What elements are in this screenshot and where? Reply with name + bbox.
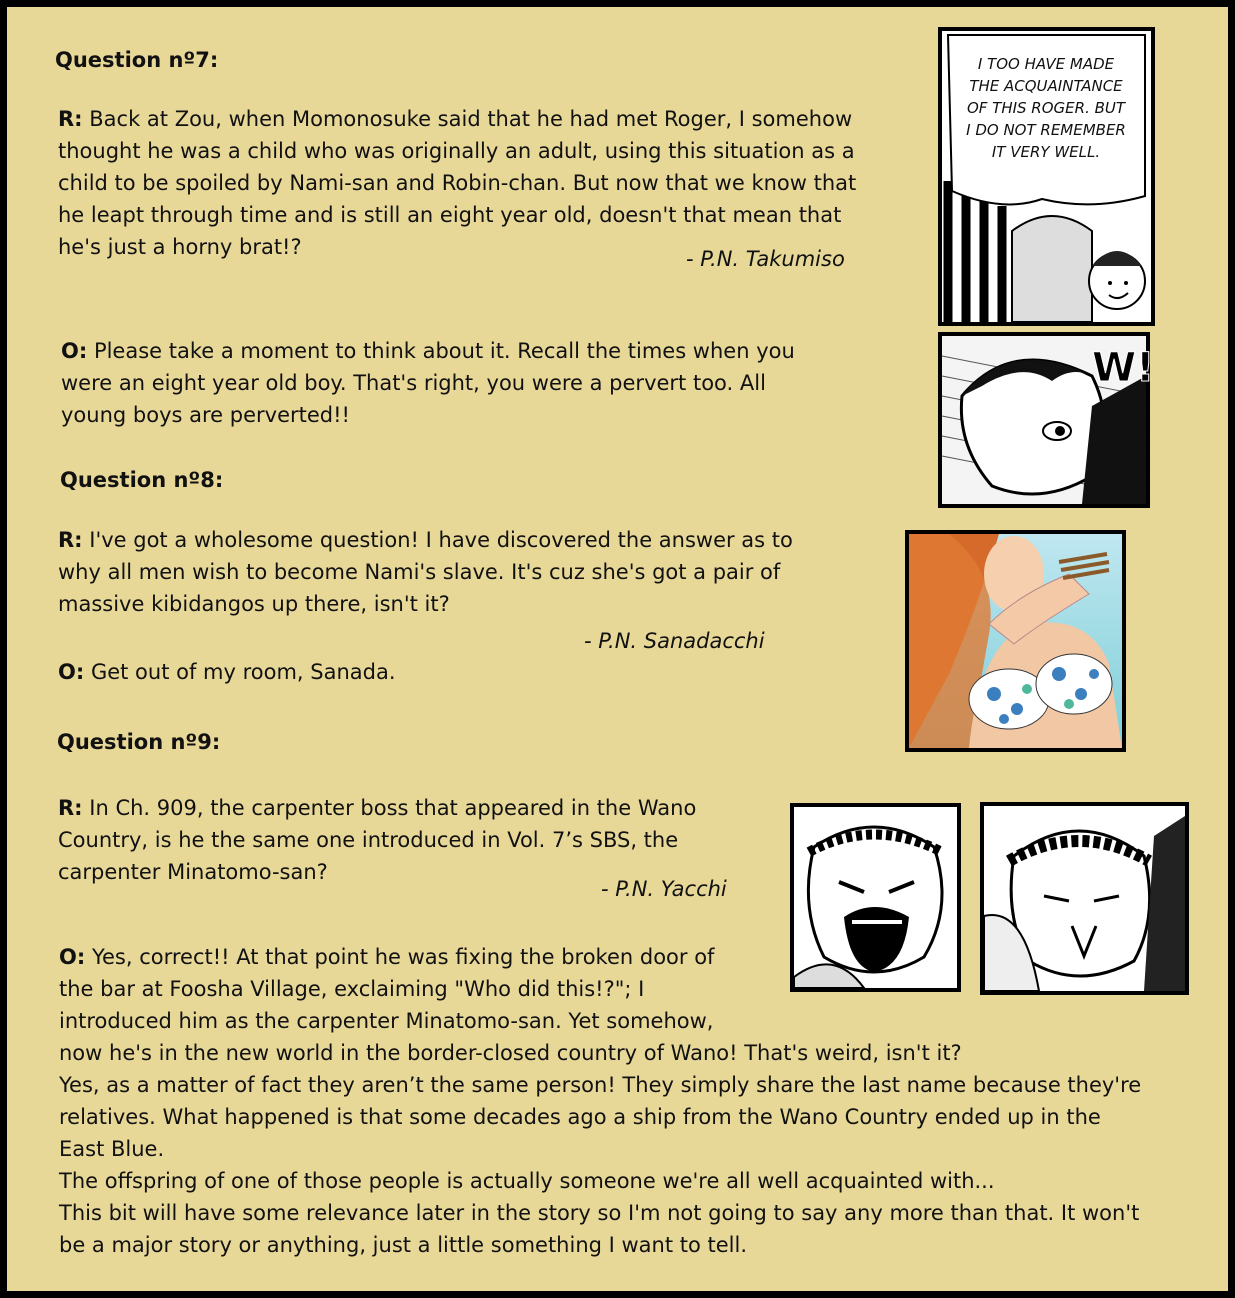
text-line: Country, is he the same one introduced in Vol. 7’s SBS, the	[58, 828, 679, 852]
text-line: young boys are perverted!!	[61, 403, 350, 427]
text-line: R: I've got a wholesome question! I have discovered the answer as to	[58, 528, 793, 552]
text-line: East Blue.	[59, 1137, 165, 1161]
text-line: O: Please take a moment to think about it. Recall the times when you	[61, 339, 795, 363]
reader-label: R:	[58, 528, 83, 552]
caption-line: I TOO HAVE MADE	[977, 55, 1115, 73]
question-9-signature: - P.N. Yacchi	[601, 877, 727, 901]
text-line: the bar at Foosha Village, exclaiming "Who did this!?"; I	[59, 977, 645, 1001]
text-line: he's just a horny brat!?	[58, 235, 302, 259]
text-line: thought he was a child who was originally an adult, using this situation as a	[58, 139, 855, 163]
text-line: were an eight year old boy. That's right, you were a pervert too. All	[61, 371, 766, 395]
text-line: child to be spoiled by Nami-san and Robin-chan. But now that we know that	[58, 171, 857, 195]
text-line: introduced him as the carpenter Minatomo-san. Yet somehow,	[59, 1009, 714, 1033]
question-8-signature: - P.N. Sanadacchi	[584, 629, 765, 653]
text-line: Yes, as a matter of fact they aren’t the same person! They simply share the last name because they're	[59, 1073, 1142, 1097]
manga-panel-speech	[938, 27, 1155, 326]
text-line: carpenter Minatomo-san?	[58, 860, 328, 884]
question-7-heading: Question nº7:	[55, 48, 219, 72]
question-8-heading: Question nº8:	[60, 468, 224, 492]
oda-label: O:	[58, 660, 85, 684]
question-8-oda-answer: O: Get out of my room, Sanada.	[58, 660, 396, 684]
text-line: relatives. What happened is that some decades ago a ship from the Wano Country ended up in the	[59, 1105, 1101, 1129]
text-line: why all men wish to become Nami's slave. It's cuz she's got a pair of	[58, 560, 781, 584]
text-line: This bit will have some relevance later in the story so I'm not going to say any more than that. It won't	[59, 1201, 1140, 1225]
question-9-heading: Question nº9:	[57, 730, 221, 754]
caption-line: I DO NOT REMEMBER	[966, 121, 1126, 139]
text-line: now he's in the new world in the border-closed country of Wano! That's weird, isn't it?	[59, 1041, 962, 1065]
svg-text:W!: W!	[1092, 345, 1155, 391]
question-7-signature: - P.N. Takumiso	[686, 247, 845, 271]
caption-line: THE ACQUAINTANCE	[969, 77, 1123, 95]
text-line: he leapt through time and is still an eight year old, doesn't that mean that	[58, 203, 842, 227]
text-line: O: Yes, correct!! At that point he was fixing the broken door of	[59, 945, 715, 969]
text-line: massive kibidangos up there, isn't it?	[58, 592, 450, 616]
sbs-page	[7, 7, 1228, 1291]
oda-label: O:	[59, 945, 86, 969]
manga-panel-carpenter-thinking	[980, 802, 1189, 995]
manga-panel-color	[905, 530, 1126, 752]
oda-label: O:	[61, 339, 88, 363]
text-line: R: In Ch. 909, the carpenter boss that appeared in the Wano	[58, 796, 697, 820]
caption-line: OF THIS ROGER. BUT	[966, 99, 1126, 117]
manga-panel-blushing	[938, 332, 1155, 508]
manga-panel-carpenter-yelling	[790, 803, 961, 992]
reader-label: R:	[58, 796, 83, 820]
text-line: R: Back at Zou, when Momonosuke said that he had met Roger, I somehow	[58, 107, 853, 131]
reader-label: R:	[58, 107, 83, 131]
caption-line: IT VERY WELL.	[991, 143, 1101, 161]
text-line: The offspring of one of those people is actually someone we're all well acquainted with...	[59, 1169, 995, 1193]
text-line: be a major story or anything, just a little something I want to tell.	[59, 1233, 748, 1257]
